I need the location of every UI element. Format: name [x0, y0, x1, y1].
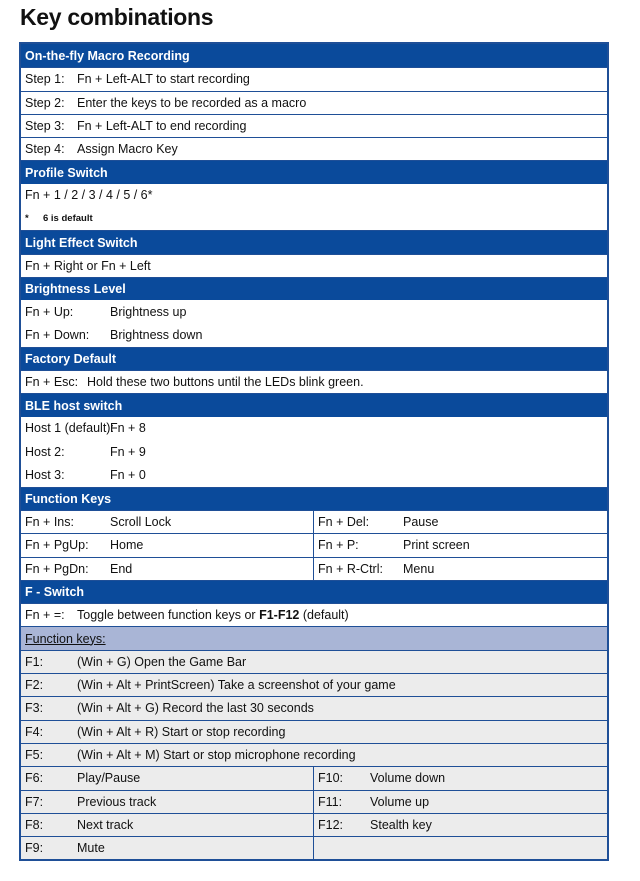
section-header-factory: Factory Default — [21, 347, 607, 370]
brightness-row — [21, 324, 607, 347]
toggle-text: Toggle between function keys or — [77, 608, 260, 623]
key-action: End — [110, 561, 133, 576]
function-key-row — [21, 557, 607, 580]
key-action: Home — [110, 538, 144, 553]
key-action — [77, 608, 349, 622]
profile-line — [21, 184, 607, 207]
host-label: Host 2: — [25, 444, 65, 459]
section-header-ble: BLE host switch — [21, 393, 607, 416]
toggle-suffix: (default) — [299, 608, 349, 623]
f-key-label: F12: — [318, 817, 344, 832]
section-header-light: Light Effect Switch — [21, 230, 607, 253]
function-keys-subheader — [21, 626, 607, 649]
f-key-row — [21, 720, 607, 743]
step-text: Enter the keys to be recorded as a macro — [77, 95, 307, 110]
step-label: Step 2: — [25, 95, 65, 110]
f-key-cell — [21, 837, 314, 859]
key-action: Brightness down — [110, 328, 203, 343]
profile-text: Fn + 1 / 2 / 3 / 4 / 5 / 6* — [25, 188, 153, 203]
key-combinations-table — [19, 42, 609, 861]
function-key-cell — [21, 558, 314, 580]
key-label: Fn + =: — [25, 608, 65, 623]
function-key-cell — [21, 534, 314, 556]
brightness-row — [21, 300, 607, 323]
f-key-action: Play/Pause — [77, 771, 141, 786]
key-label: Fn + PgUp: — [25, 538, 89, 553]
function-key-cell — [314, 558, 607, 580]
f-key-label: F11: — [318, 794, 343, 809]
f-key-row — [21, 743, 607, 766]
step-text: Assign Macro Key — [77, 142, 178, 157]
function-key-row — [21, 510, 607, 533]
step-label: Step 4: — [25, 142, 65, 157]
f-key-label: F8: — [25, 817, 44, 832]
step-label: Step 3: — [25, 119, 65, 134]
page-title: Key combinations — [20, 4, 214, 30]
f-key-cell — [21, 791, 314, 813]
step-text: Fn + Left-ALT to end recording — [77, 119, 247, 134]
key-label: Fn + Del: — [318, 515, 370, 530]
key-action: Hold these two buttons until the LEDs blink green. — [87, 375, 364, 390]
function-key-cell — [21, 511, 314, 533]
f-key-split-row — [21, 813, 607, 836]
note-text: 6 is default — [43, 213, 93, 225]
f-key-split-row — [21, 836, 607, 859]
f-key-action: (Win + Alt + M) Start or stop microphone recording — [77, 748, 356, 763]
subheader-text: Function keys: — [25, 631, 106, 646]
ble-row — [21, 417, 607, 440]
f-key-action: Next track — [77, 817, 134, 832]
macro-step-row — [21, 114, 607, 137]
f-key-split-row — [21, 766, 607, 789]
note-asterisk: * — [25, 213, 29, 225]
key-action: Menu — [403, 561, 435, 576]
f-key-label: F1: — [25, 654, 44, 669]
f-key-label: F5: — [25, 748, 44, 763]
f-key-action: (Win + Alt + R) Start or stop recording — [77, 724, 286, 739]
key-label: Fn + R-Ctrl: — [318, 561, 383, 576]
step-label: Step 1: — [25, 72, 65, 87]
f-key-label: F9: — [25, 841, 44, 856]
macro-step-row — [21, 67, 607, 90]
ble-row — [21, 440, 607, 463]
section-header-function-keys: Function Keys — [21, 487, 607, 510]
f-key-split-row — [21, 790, 607, 813]
f-key-cell — [21, 814, 314, 836]
host-keys: Fn + 9 — [110, 444, 146, 459]
f-key-label: F4: — [25, 724, 44, 739]
f-key-action: Previous track — [77, 794, 157, 809]
f-key-row — [21, 650, 607, 673]
key-action: Brightness up — [110, 304, 187, 319]
f-key-action: Volume up — [370, 794, 430, 809]
key-action: Print screen — [403, 538, 470, 553]
f-key-action: Volume down — [370, 771, 446, 786]
key-label: Fn + P: — [318, 538, 359, 553]
f-key-label: F2: — [25, 678, 44, 693]
section-header-brightness: Brightness Level — [21, 277, 607, 300]
f-key-action: Stealth key — [370, 817, 432, 832]
f-key-cell — [21, 767, 314, 789]
macro-step-row — [21, 91, 607, 114]
key-action: Pause — [403, 515, 439, 530]
host-label: Host 1 (default): — [25, 421, 114, 436]
factory-row — [21, 370, 607, 393]
f-key-row — [21, 696, 607, 719]
macro-step-row — [21, 137, 607, 160]
function-key-cell — [314, 534, 607, 556]
section-header-profile: Profile Switch — [21, 160, 607, 183]
f-key-row — [21, 673, 607, 696]
f-key-label: F6: — [25, 771, 44, 786]
function-key-cell — [314, 511, 607, 533]
f-switch-row — [21, 603, 607, 626]
section-header-f-switch: F - Switch — [21, 580, 607, 603]
f-key-action: (Win + Alt + PrintScreen) Take a screenshot of your game — [77, 678, 396, 693]
key-label: Fn + PgDn: — [25, 561, 89, 576]
light-text: Fn + Right or Fn + Left — [25, 258, 151, 273]
f-key-cell-empty — [314, 837, 607, 859]
key-action: Scroll Lock — [110, 515, 172, 530]
function-key-row — [21, 533, 607, 556]
host-keys: Fn + 8 — [110, 421, 146, 436]
f-key-label: F10: — [318, 771, 344, 786]
f-key-label: F7: — [25, 794, 44, 809]
host-keys: Fn + 0 — [110, 467, 146, 482]
step-text: Fn + Left-ALT to start recording — [77, 72, 250, 87]
section-header-macro: On-the-fly Macro Recording — [21, 44, 607, 67]
key-label: Fn + Esc: — [25, 375, 79, 390]
profile-note — [21, 207, 607, 230]
ble-row — [21, 463, 607, 486]
f-key-cell — [314, 767, 607, 789]
host-label: Host 3: — [25, 467, 65, 482]
key-label: Fn + Ins: — [25, 515, 74, 530]
f-key-label: F3: — [25, 701, 44, 716]
toggle-bold-keys: F1-F12 — [259, 608, 300, 623]
f-key-cell — [314, 791, 607, 813]
key-label: Fn + Up: — [25, 304, 74, 319]
f-key-action: (Win + G) Open the Game Bar — [77, 654, 247, 669]
key-label: Fn + Down: — [25, 328, 90, 343]
f-key-action: Mute — [77, 841, 105, 856]
f-key-action: (Win + Alt + G) Record the last 30 seconds — [77, 701, 314, 716]
f-key-cell — [314, 814, 607, 836]
light-line — [21, 254, 607, 277]
